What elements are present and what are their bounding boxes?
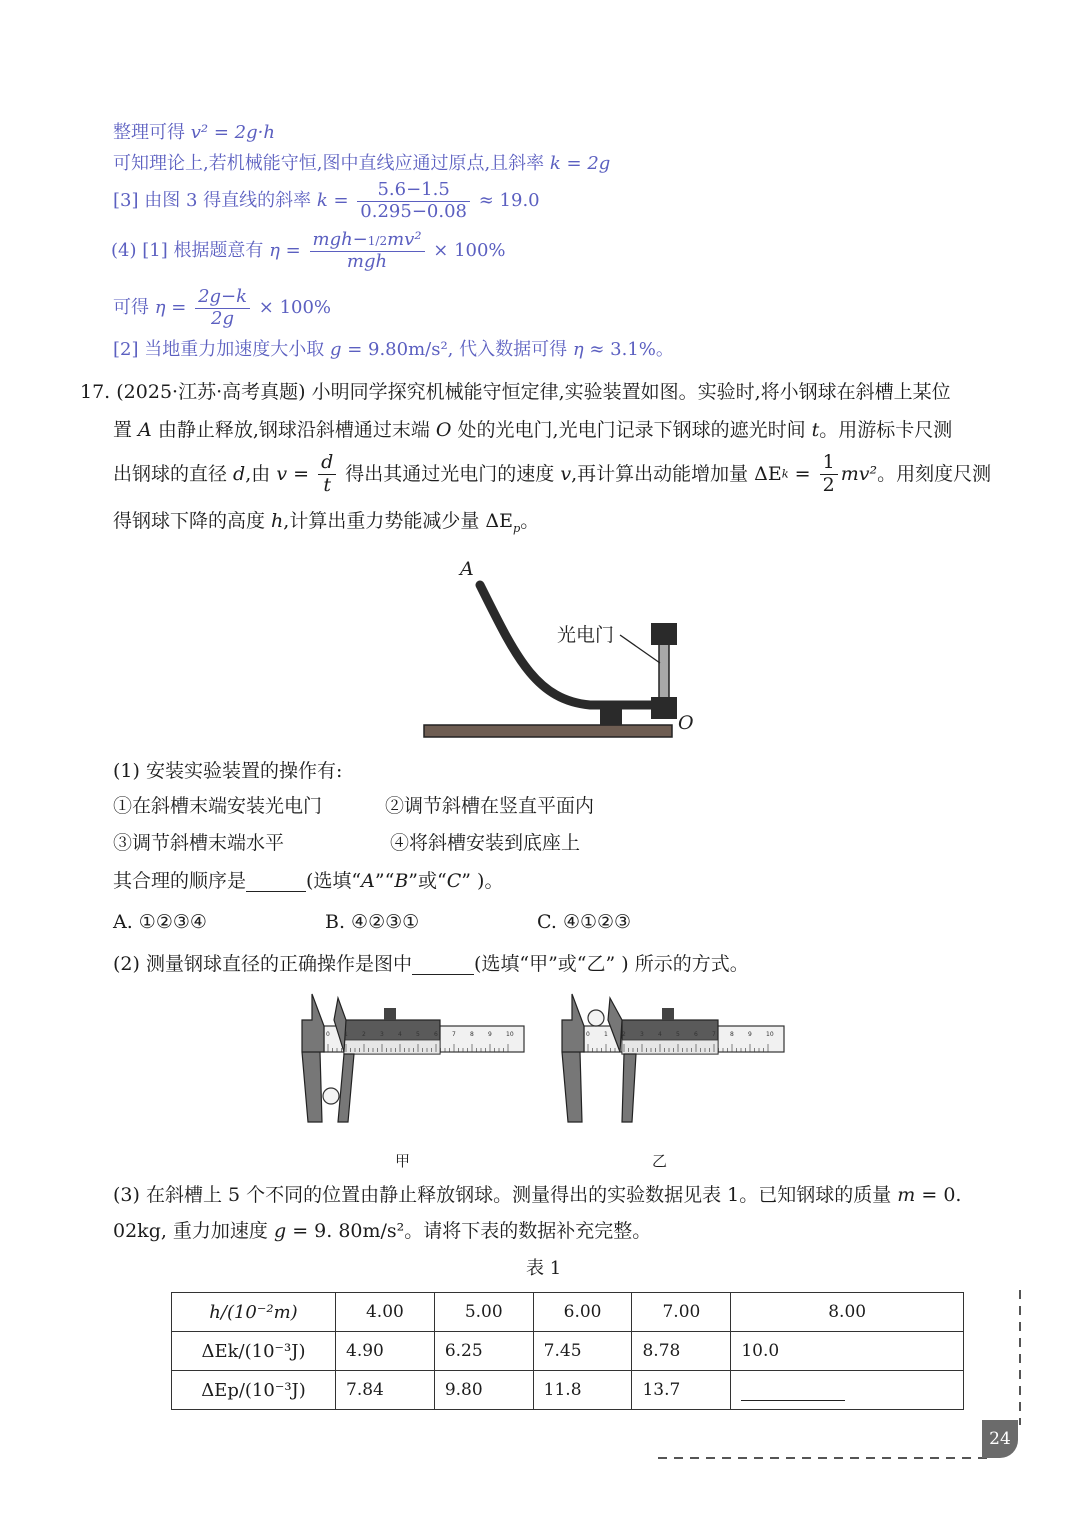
label-photogate: 光电门 <box>557 624 615 646</box>
scale-label: 5 <box>416 1031 420 1038</box>
part3-line-1: (3) 在斜槽上 5 个不同的位置由静止释放钢球。测量得出的实验数据见表 1。已知钢球的质量 m = 0. <box>113 1184 962 1206</box>
option-b[interactable]: B. ④②③① <box>325 911 420 933</box>
efficiency-fraction: $\frac{\text{mgh−1/2mv²}}{\text{mgh}}$ <box>310 230 425 272</box>
scale-label: 9 <box>488 1031 492 1038</box>
part2-question: (2) 测量钢球直径的正确操作是图中 (选填“甲”或“乙” ) 所示的方式。 <box>113 953 749 975</box>
part3-line-2: 02kg, 重力加速度 g = 9. 80m/s²。请将下表的数据补充完整。 <box>113 1220 652 1242</box>
caliper-yi <box>558 990 788 1130</box>
caliper-fixed-jaw <box>302 994 324 1122</box>
result-fraction: $\frac{2g-k}{2g}$ <box>195 287 250 329</box>
steel-ball <box>323 1088 339 1104</box>
caliper-screw <box>662 1008 674 1020</box>
table-cell: 6.00 <box>533 1293 632 1332</box>
row-label-h: h/(10⁻²m) <box>172 1293 336 1332</box>
question-line-2: 置 A 由静止释放,钢球沿斜槽通过末端 O 处的光电门,光电门记录下钢球的遮光时间 t。用游标卡尺测 <box>113 419 953 441</box>
apparatus-figure <box>420 555 710 745</box>
option-a[interactable]: A. ①②③④ <box>113 911 207 933</box>
gate-bottom <box>651 697 677 719</box>
scale-label: 0 <box>586 1031 590 1038</box>
scale-label: 4 <box>658 1031 662 1038</box>
scale-label: 8 <box>730 1031 734 1038</box>
steel-ball <box>588 1010 604 1026</box>
solution-line-3: [3] 由图 3 得直线的斜率 k = $\frac{5.6-1.5}{0.295-0.08}$ ≈ 19.0 <box>113 179 540 222</box>
scale-label: 6 <box>694 1031 698 1038</box>
scale-label: 4 <box>398 1031 402 1038</box>
scale-label: 3 <box>640 1031 644 1038</box>
scale-label: 9 <box>748 1031 752 1038</box>
scale-label: 7 <box>712 1031 716 1038</box>
table-cell: 4.90 <box>336 1332 435 1371</box>
part1-intro: (1) 安装实验装置的操作有: <box>113 760 343 782</box>
solution-line-6: [2] 当地重力加速度大小取 g = 9.80m/s², 代入数据可得 η ≈ 3.1%。 <box>113 339 674 360</box>
solution-line-1: 整理可得 v² = 2g·h <box>113 122 275 143</box>
table-cell: 5.00 <box>434 1293 533 1332</box>
velocity-fraction: $\frac{d}{t}$ <box>318 452 336 497</box>
table-cell: 8.00 <box>731 1293 964 1332</box>
table-cell: 6.25 <box>434 1332 533 1371</box>
caption-yi: 乙 <box>652 1152 668 1170</box>
question-line-4: 得钢球下降的高度 h,计算出重力势能减少量 $\Delta E_p$。 <box>113 510 540 535</box>
operation-3: ③调节斜槽末端水平 <box>113 832 285 854</box>
scale-label: 0 <box>326 1031 330 1038</box>
caliper-moving-jaw <box>608 998 636 1122</box>
scale-label: 3 <box>380 1031 384 1038</box>
answer-blank-2[interactable] <box>412 955 474 975</box>
table-cell: 8.78 <box>632 1332 731 1371</box>
row-label-ek: ΔEk/(10⁻³J) <box>172 1332 336 1371</box>
table-cell: 11.8 <box>533 1371 632 1410</box>
half-fraction: $\frac{1}{2}$ <box>820 452 838 497</box>
scale-label: 10 <box>766 1031 774 1038</box>
label-o: O <box>678 712 694 734</box>
caliper-vernier <box>344 1040 440 1054</box>
table-title: 表 1 <box>526 1258 562 1279</box>
caliper-moving-jaw <box>334 998 354 1122</box>
scale-label: 5 <box>676 1031 680 1038</box>
table-cell: 7.45 <box>533 1332 632 1371</box>
caliper-fixed-jaw <box>562 994 584 1122</box>
table-cell: 13.7 <box>632 1371 731 1410</box>
table-cell: 7.00 <box>632 1293 731 1332</box>
question-line-3: 出钢球的直径 d,由 v = $\frac{d}{t}$ 得出其通过光电门的速度 v,再计算出动能增加量 ΔEk = $\frac{1}{2}$ mv²。用刻度尺测 <box>113 451 992 496</box>
solution-line-5: 可得 η = $\frac{2g-k}{2g}$ × 100% <box>113 286 332 329</box>
operation-2: ②调节斜槽在竖直平面内 <box>385 795 595 817</box>
scale-label: 10 <box>506 1031 514 1038</box>
page-number: 24 <box>982 1420 1018 1458</box>
scale-label: 1 <box>344 1031 348 1038</box>
table-cell: 9.80 <box>434 1371 533 1410</box>
scale-label: 2 <box>362 1031 366 1038</box>
operation-1: ①在斜槽末端安装光电门 <box>113 795 323 817</box>
solution-line-4: (4) [1] 根据题意有 η = $\frac{\text{mgh−1/2mv²}}{\text{mgh}}$ × 100% <box>111 229 506 272</box>
scale-label: 1 <box>604 1031 608 1038</box>
dashed-border <box>650 1290 1030 1470</box>
table-cell: 7.84 <box>336 1371 435 1410</box>
part1-question: 其合理的顺序是 (选填“A”“B”或“C” )。 <box>113 870 504 892</box>
gate-post <box>659 643 669 699</box>
gate-top <box>651 623 677 645</box>
caliper-vernier <box>622 1040 718 1054</box>
caliper-jia <box>298 990 528 1130</box>
scale-label: 8 <box>470 1031 474 1038</box>
base-board <box>424 725 672 737</box>
table-cell: 10.0 <box>731 1332 964 1371</box>
table-cell: 4.00 <box>336 1293 435 1332</box>
scale-label: 6 <box>434 1031 438 1038</box>
scale-label: 7 <box>452 1031 456 1038</box>
scale-label: 2 <box>622 1031 626 1038</box>
operation-4: ④将斜槽安装到底座上 <box>390 832 581 854</box>
option-c[interactable]: C. ④①②③ <box>537 911 632 933</box>
label-a: A <box>460 558 474 580</box>
caption-jia: 甲 <box>395 1152 411 1170</box>
solution-line-2: 可知理论上,若机械能守恒,图中直线应通过原点,且斜率 k = 2g <box>113 153 611 174</box>
question-line-1: 17. (2025·江苏·高考真题) 小明同学探究机械能守恒定律,实验装置如图。实验时,将小钢球在斜槽上某位 <box>80 381 951 403</box>
caliper-screw <box>384 1008 396 1020</box>
row-label-ep: ΔEp/(10⁻³J) <box>172 1371 336 1410</box>
slope-fraction: $\frac{5.6-1.5}{0.295-0.08}$ <box>357 180 470 222</box>
answer-blank-1[interactable] <box>246 872 306 892</box>
